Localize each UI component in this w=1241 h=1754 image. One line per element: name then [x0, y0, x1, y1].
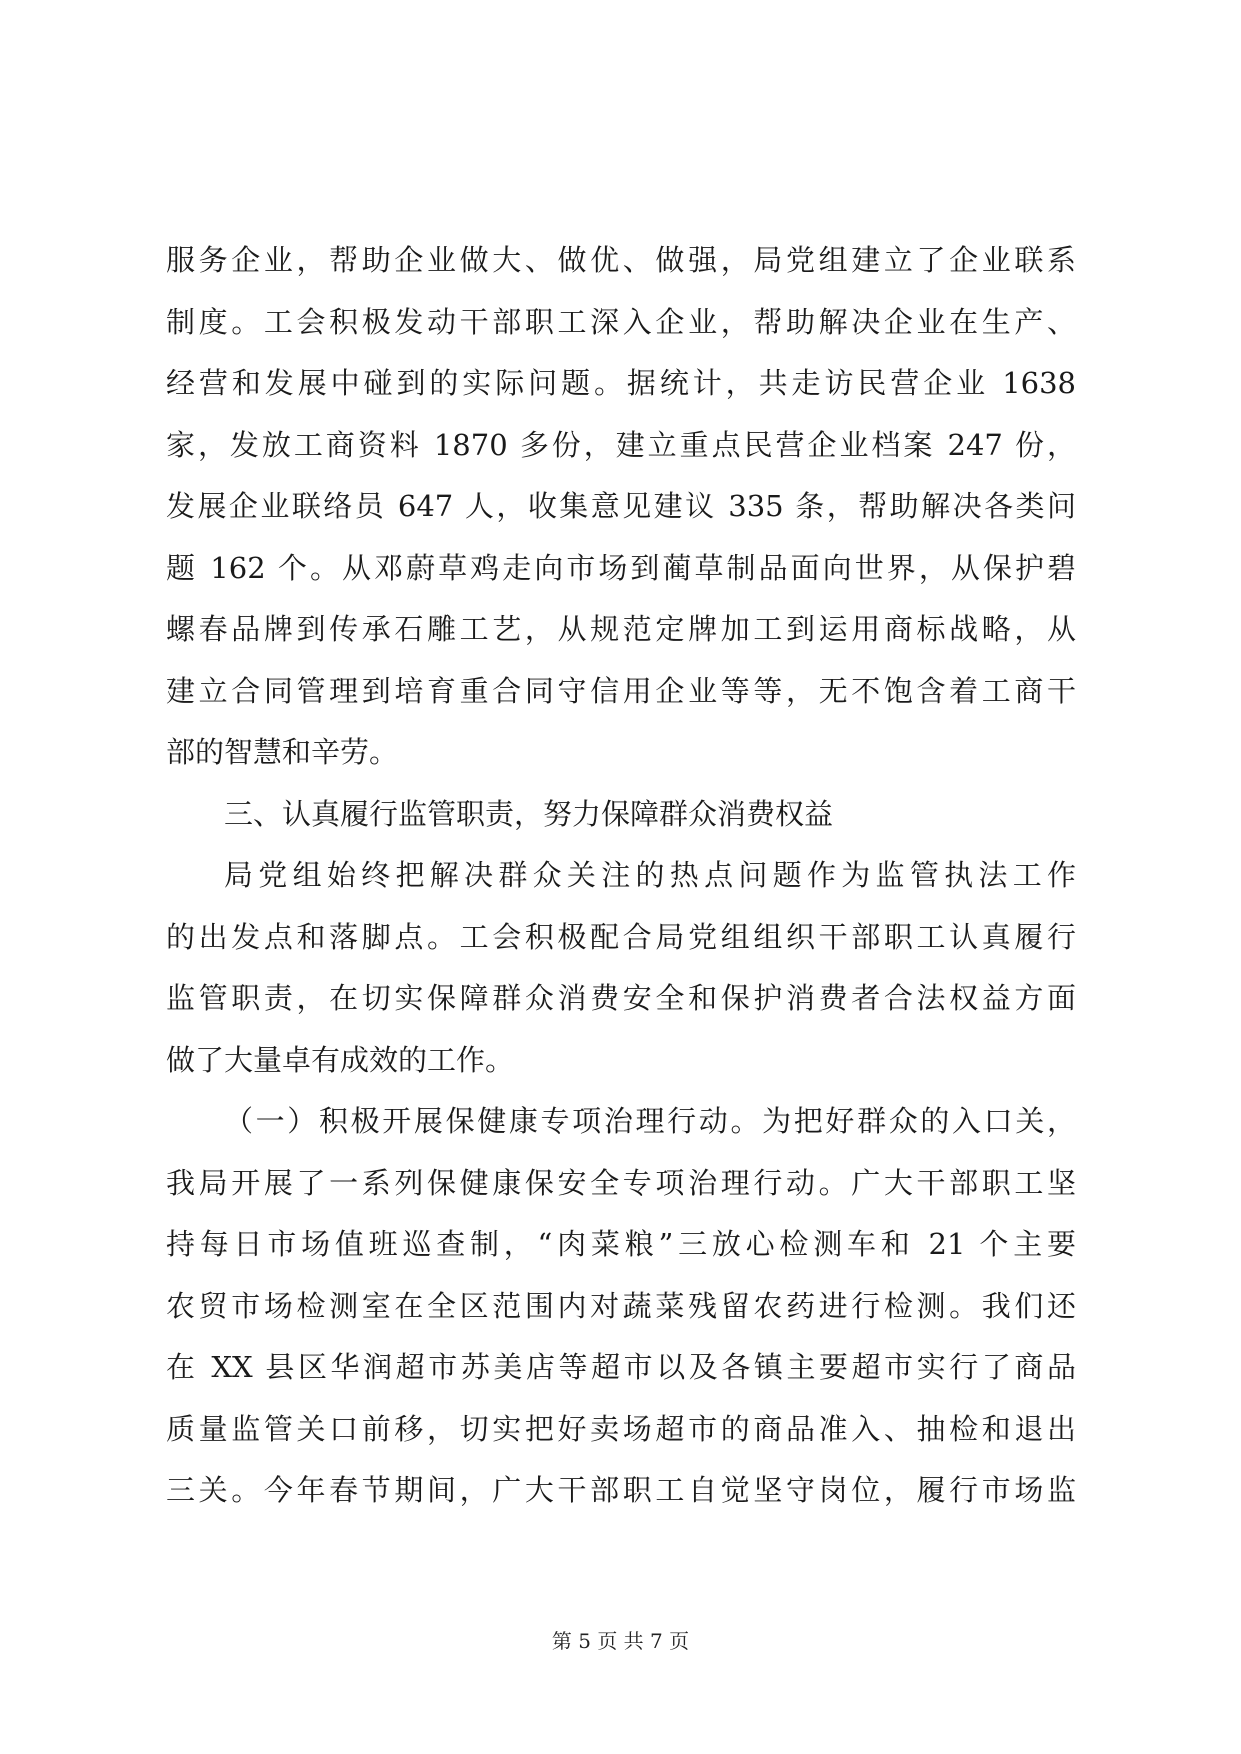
text-line: 做了大量卓有成效的工作。 [166, 1042, 515, 1077]
text-line: 在 XX 县区华润超市苏美店等超市以及各镇主要超市实行了商品 [166, 1350, 1076, 1384]
text-line: 发展企业联络员 647 人，收集意见建议 335 条，帮助解决各类问 [166, 489, 1076, 523]
text-line: 农贸市场检测室在全区范围内对蔬菜残留农药进行检测。我们还 [166, 1288, 1076, 1323]
text-line: 部的智慧和辛劳。 [166, 735, 399, 769]
text-line: 题 162 个。从邓蔚草鸡走向市场到蔺草制品面向世界，从保护碧 [166, 550, 1076, 585]
body-text [166, 230, 1076, 1522]
text-line: 局党组始终把解决群众关注的热点问题作为监管执法工作 [224, 858, 1076, 892]
text-line: 螺春品牌到传承石雕工艺，从规范定牌加工到运用商标战略，从 [166, 612, 1076, 646]
text-line: 家，发放工商资料 1870 多份，建立重点民营企业档案 247 份， [166, 427, 1076, 462]
text-line: 经营和发展中碰到的实际问题。据统计，共走访民营企业 1638 [166, 366, 1076, 400]
text-line: 三关。今年春节期间，广大干部职工自觉坚守岗位，履行市场监 [166, 1473, 1076, 1507]
page-footer: 第 5 页 共 7 页 [551, 1629, 690, 1653]
text-line: 持每日市场值班巡查制，“肉菜粮”三放心检测车和 21 个主要 [166, 1227, 1076, 1261]
text-line: 建立合同管理到培育重合同守信用企业等等，无不饱含着工商干 [166, 673, 1076, 708]
text-line: 制度。工会积极发动干部职工深入企业，帮助解决企业在生产、 [166, 304, 1076, 339]
text-line: 的出发点和落脚点。工会积极配合局党组组织干部职工认真履行 [166, 919, 1076, 954]
text-line: 我局开展了一系列保健康保安全专项治理行动。广大干部职工坚 [166, 1165, 1076, 1200]
text-line: （一）积极开展保健康专项治理行动。为把好群众的入口关， [224, 1104, 1076, 1138]
text-line: 服务企业，帮助企业做大、做优、做强，局党组建立了企业联系 [166, 243, 1076, 277]
text-line: 监管职责，在切实保障群众消费安全和保护消费者合法权益方面 [166, 981, 1076, 1015]
text-line: 三、认真履行监管职责，努力保障群众消费权益 [224, 796, 834, 831]
text-line: 质量监管关口前移，切实把好卖场超市的商品准入、抽检和退出 [166, 1411, 1076, 1446]
